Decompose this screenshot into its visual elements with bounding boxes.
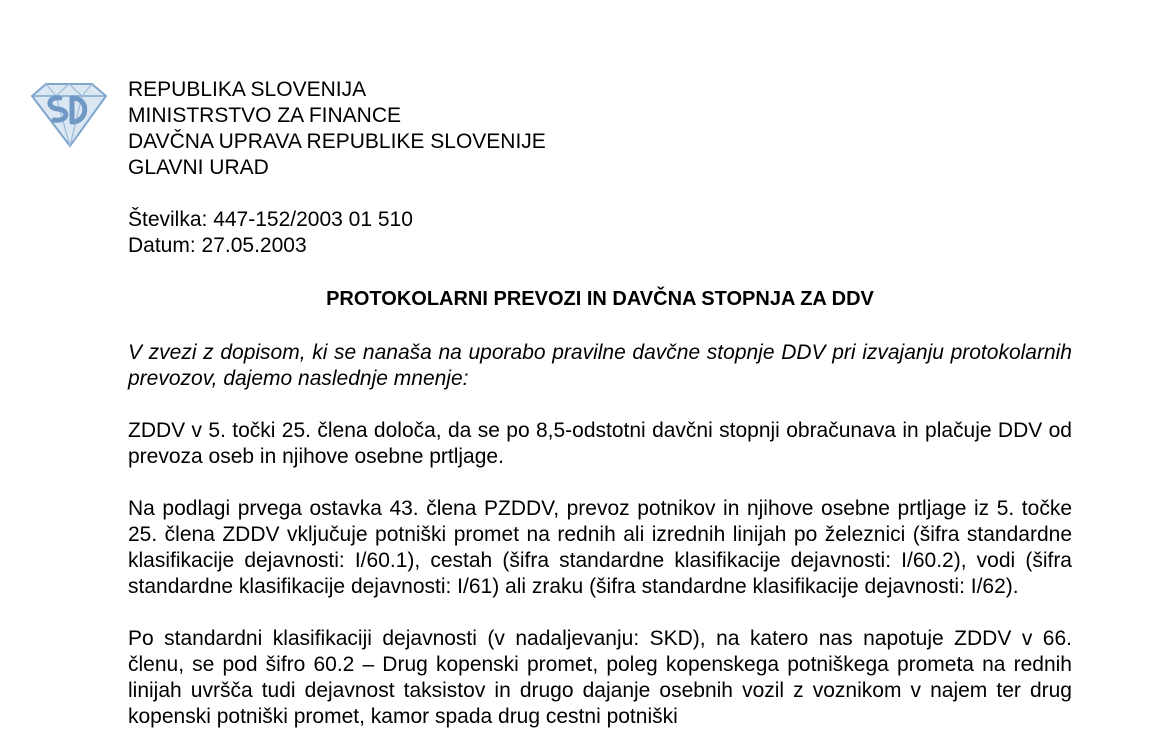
issuer-header xyxy=(128,77,546,181)
document-date: Datum: 27.05.2003 xyxy=(128,234,307,257)
intro-paragraph: V zvezi z dopisom, ki se nanaša na uporabo pravilne davčne stopnje DDV pri izvajanju protokolarnih prevozov, dajemo naslednje mnenje: xyxy=(128,341,1072,390)
header-line-ministry: MINISTRSTVO ZA FINANCE xyxy=(128,104,402,127)
document-title: PROTOKOLARNI PREVOZI IN DAVČNA STOPNJA ZA DDV xyxy=(326,288,874,310)
document-meta xyxy=(128,207,413,259)
diamond-logo-icon xyxy=(26,78,112,150)
header-line-republic: REPUBLIKA SLOVENIJA xyxy=(128,78,367,101)
paragraph-zddv: ZDDV v 5. točki 25. člena določa, da se po 8,5-odstotni davčni stopnji obračunava in plačuje DDV od prevoza oseb in njihove osebne prtljage. xyxy=(128,419,1072,468)
document-number: Številka: 447-152/2003 01 510 xyxy=(128,208,413,231)
header-line-tax-office: DAVČNA UPRAVA REPUBLIKE SLOVENIJE xyxy=(128,130,546,153)
paragraph-pzddv: Na podlagi prvega ostavka 43. člena PZDDV, prevoz potnikov in njihove osebne prtljage iz 5. točke 25. člena ZDDV vključuje potniški promet na rednih ali izrednih linijah po železnici (šifra standardne klasifikacije dejavnosti: I/60.1), cestah (šifra standardne klasifikacije dejavnosti: I/60.2), vodi (šifra standardne klasifikacije dejavnosti: I/61) ali zraku (šifra standardne klasifikacije dejavnosti: I/62). xyxy=(128,497,1072,598)
paragraph-skd: Po standardni klasifikaciji dejavnosti (v nadaljevanju: SKD), na katero nas napotuje ZDDV v 66. členu, se pod šifro 60.2 – Drug kopenski promet, poleg kopenskega potniškega prometa na rednih linijah uvršča tudi dejavnost taksistov in drugo dajanje osebnih vozil z voznikom v najem ter drug kopenski potniški promet, kamor spada drug cestni potniški xyxy=(128,627,1072,728)
header-line-main-office: GLAVNI URAD xyxy=(128,156,269,179)
durs-logo xyxy=(26,78,112,150)
document-body xyxy=(128,340,1072,756)
